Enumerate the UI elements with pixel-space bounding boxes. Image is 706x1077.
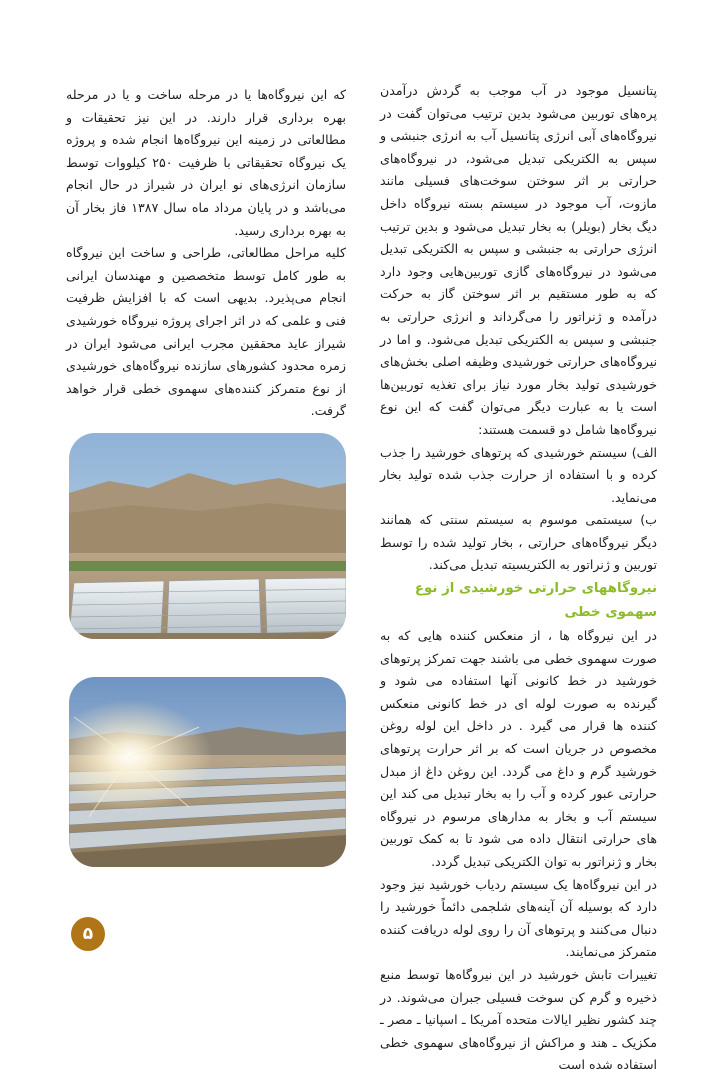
paragraph: تغییرات تابش خورشید در این نیروگاه‌ها توسط منبع ذخیره و گرم کن سوخت فسیلی جبران می‌شوند. در چند کشور نظیر ایالات متحده آمریکا ـ اسپانیا ـ مصر ـ مکزیک ـ هند و مراکش از نیروگاه‌های سهموی خطی استفاده شده است	[380, 966, 657, 1073]
paragraph: ب) سیستمی موسوم به سیستم سنتی که همانند دیگر نیروگاه‌های حرارتی ، بخار تولید شده را توسط توربین و ژنراتور به الکتریسیته تبدیل می‌کند.	[380, 512, 657, 573]
paragraph: کلیه مراحل مطالعاتی، طراحی و ساخت این نیروگاه به طور کامل توسط متخصصین و مهندسان ایرانی انجام می‌پذیرد. بدیهی است که با افزایش ظرفیت فنی و علمی که در اثر اجرای پروژه نیروگاه خورشیدی شیراز عاید محققین مجرب ایرانی می‌شود ایران در زمره محدود کشورهای سازنده نیروگاه‌های خورشیدی از نوع متمرکز کننده‌های سهموی خطی قرار خواهد گرفت.	[66, 245, 346, 419]
section-heading: نیروگاههای حرارتی خورشیدی از نوع سهموی خطی	[414, 581, 657, 621]
paragraph: در این نیروگاه ها ، از منعکس کننده هایی که به صورت سهموی خطی می باشند جهت تمرکز پرتوهای خورشید در خط کانونی آنها استفاده می شود و گیرنده به صورت لوله ای در خط کانونی منعکس کننده ها قرار می گیرد . در داخل این لوله روغن مخصوص در جریان است که بر اثر حرارت پرتوهای خورشید گرم و داغ می گردد. این روغن داغ از مبدل حرارتی عبور کرده و آب را به بخار تبدیل می کند این سیستم آب و بخار به مدارهای مرسوم در نیروگاه های حرارتی انتقال داده می شود تا به کمک توربین بخار و ژنراتور به توان الکتریکی تبدیل گردد.	[380, 628, 657, 869]
left-text-column	[66, 84, 346, 423]
paragraph: الف) سیستم خورشیدی که پرتوهای خورشید را جذب کرده و با استفاده از حرارت جذب شده تولید بخار می‌نماید.	[380, 444, 657, 505]
paragraph: در این نیروگاه‌ها یک سیستم ردیاب خورشید نیز وجود دارد که بوسیله آن آینه‌های شلجمی دائماً خورشید را دنبال می‌کنند و پرتوهای آن را روی لوله دریافت کننده متمرکز می‌نمایند.	[380, 876, 657, 960]
paragraph: پتانسیل موجود در آب موجب به گردش درآمدن پره‌های توربین می‌شود بدین ترتیب می‌توان گفت در نیروگاه‌های آبی انرژی پتانسیل آب به انرژی جنبشی و سپس به الکتریکی تبدیل می‌شود، در نیروگاه‌های حرارتی بر اثر سوختن سوخت‌های فسیلی مانند مازوت، آب موجود در سیستم بسته نیروگاه داخل دیگ بخار (بویلر) به بخار تبدیل می‌شود و بدین ترتیب انرژی حرارتی به جنبشی و سپس به الکتریکی تبدیل می‌شود در نیروگاه‌های گازی توربین‌هایی وجود دارد که به طور مستقیم بر اثر سوختن گاز به حرکت درآمده و ژنراتور را می‌گرداند و انرژی حرارتی به جنبشی و سپس به الکتریکی تبدیل می‌شود. و اما در نیروگاه‌های حرارتی خورشیدی وظیفه اصلی بخش‌های خورشیدی تولید بخار مورد نیاز برای تغذیه توربین‌ها است یا به عبارت دیگر می‌توان گفت که این نوع نیروگاه‌ها شامل دو قسمت هستند:	[380, 83, 657, 437]
solar-plant-photo-1	[69, 433, 346, 639]
paragraph: که این نیروگاه‌ها یا در مرحله ساخت و یا در مرحله بهره برداری قرار دارند. در این نیز تحقیقات و مطالعاتی در زمینه این نیروگاه‌ها انجام شده و پروژه یک نیروگاه تحقیقاتی با ظرفیت ۲۵۰ کیلووات توسط سازمان انرژی‌های نو ایران در شیراز در حال انجام می‌باشد و در پایان مرداد ماه سال ۱۳۸۷ فاز بخار آن به بهره برداری رسید.	[66, 87, 347, 238]
page-number-badge: ۵	[71, 917, 105, 951]
solar-plant-photo-2	[69, 677, 346, 867]
right-text-column	[380, 80, 657, 1077]
